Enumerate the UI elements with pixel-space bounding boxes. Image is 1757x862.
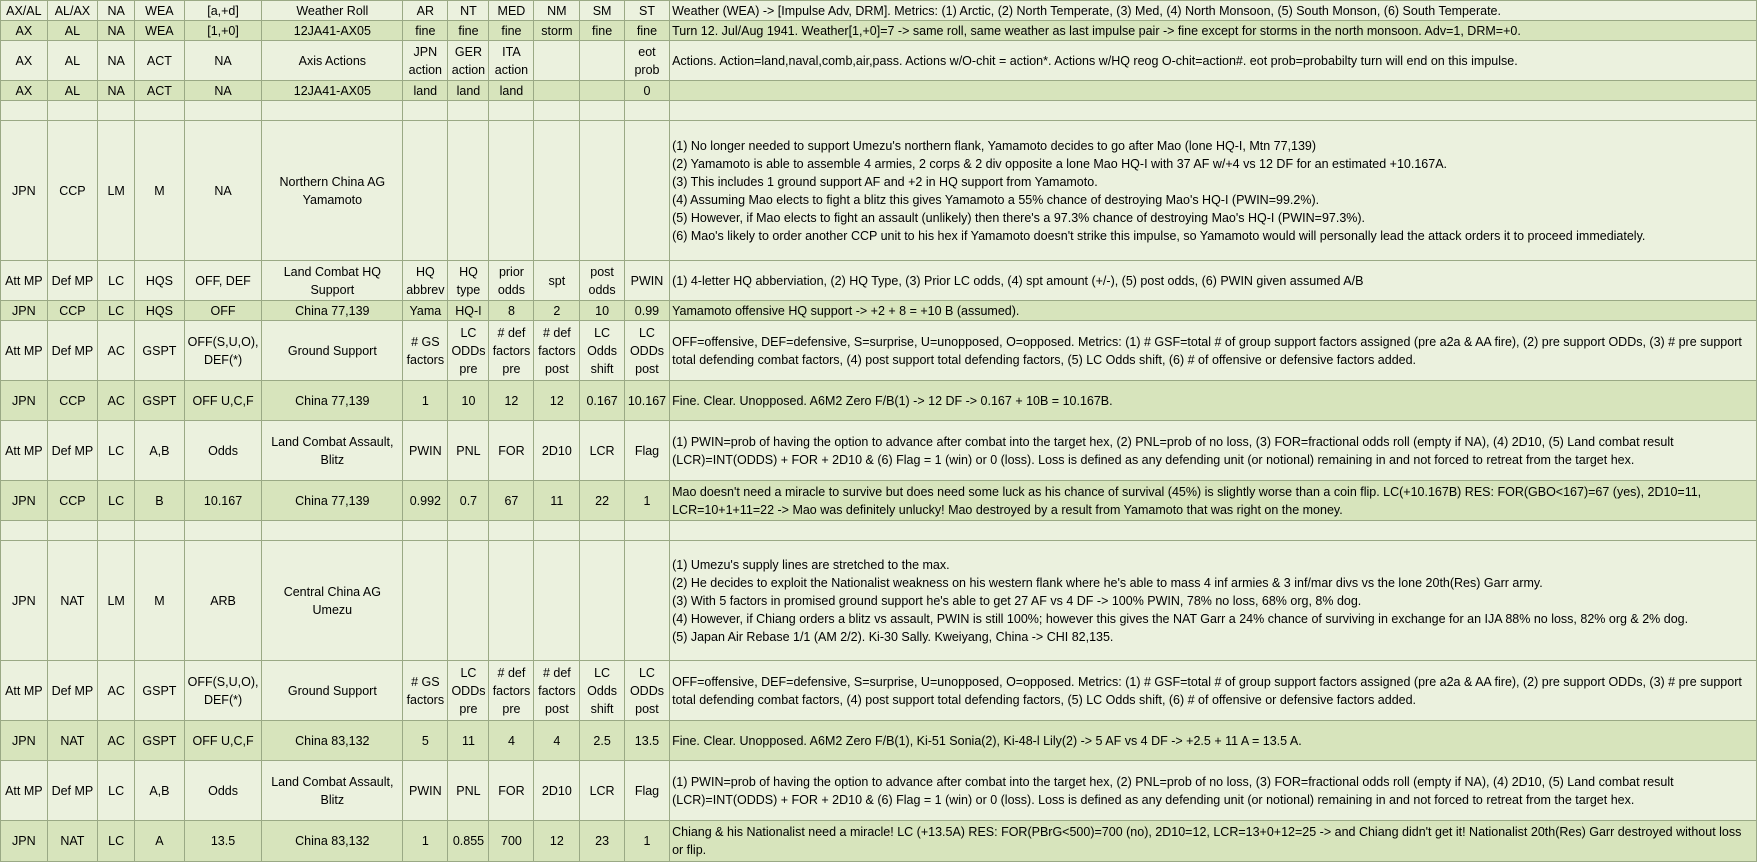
cell[interactable]: NT (448, 1, 489, 21)
cell[interactable]: NAT (47, 541, 97, 661)
cell[interactable]: PWIN (624, 261, 669, 301)
cell[interactable]: LC ODDs pre (448, 661, 489, 721)
notes-cell[interactable]: OFF=offensive, DEF=defensive, S=surprise, U=unopposed, O=opposed. Metrics: (1) # GSF=total # of group support factors assigned (pre a2a & AA fire), (2) pre support ODDs, (3) # pre support total defending combat factors, (4) post support total defending factors, (5) LC Odds shift, (6) # of offensive or defensive factors added. (670, 661, 1757, 721)
notes-cell[interactable]: Turn 12. Jul/Aug 1941. Weather[1,+0]=7 -> same roll, same weather as last impulse pair -> fine except for storms in the north monsoon. Adv=1, DRM=+0. (670, 21, 1757, 41)
cell[interactable]: 2D10 (534, 761, 580, 821)
cell[interactable]: 4 (534, 721, 580, 761)
cell[interactable]: LC Odds shift (580, 321, 625, 381)
cell[interactable]: OFF U,C,F (184, 721, 262, 761)
cell[interactable]: fine (580, 21, 625, 41)
cell[interactable] (403, 121, 448, 261)
cell[interactable] (580, 521, 625, 541)
cell[interactable]: AC (98, 381, 135, 421)
cell[interactable]: CCP (47, 381, 97, 421)
cell[interactable]: FOR (489, 761, 534, 821)
cell[interactable] (135, 101, 184, 121)
cell[interactable] (1, 101, 48, 121)
data-row (1, 21, 1757, 41)
cell[interactable]: # GS factors (403, 321, 448, 381)
cell[interactable]: SM (580, 1, 625, 21)
cell[interactable]: [1,+0] (184, 21, 262, 41)
cell[interactable]: NA (184, 41, 262, 81)
cell[interactable]: # def factors pre (489, 661, 534, 721)
cell[interactable] (534, 521, 580, 541)
cell[interactable]: Att MP (1, 761, 48, 821)
cell[interactable]: Def MP (47, 261, 97, 301)
cell[interactable]: Att MP (1, 321, 48, 381)
cell[interactable]: 2 (534, 301, 580, 321)
cell[interactable]: LCR (580, 761, 625, 821)
cell[interactable]: OFF U,C,F (184, 381, 262, 421)
cell[interactable] (534, 41, 580, 81)
cell[interactable]: fine (403, 21, 448, 41)
cell[interactable]: 5 (403, 721, 448, 761)
cell[interactable]: Flag (624, 761, 669, 821)
cell[interactable]: AC (98, 661, 135, 721)
cell[interactable]: 1 (403, 381, 448, 421)
cell[interactable] (262, 101, 403, 121)
cell[interactable]: 10 (448, 381, 489, 421)
cell[interactable]: AX (1, 21, 48, 41)
cell[interactable]: AL (47, 41, 97, 81)
cell[interactable]: 12 (489, 381, 534, 421)
notes-cell[interactable] (670, 101, 1757, 121)
header-row (1, 41, 1757, 81)
cell[interactable]: fine (624, 21, 669, 41)
cell[interactable]: 67 (489, 481, 534, 521)
cell[interactable] (489, 521, 534, 541)
cell[interactable]: GSPT (135, 721, 184, 761)
cell[interactable]: 11 (448, 721, 489, 761)
cell[interactable]: ACT (135, 41, 184, 81)
cell[interactable]: # def factors post (534, 321, 580, 381)
cell[interactable]: Def MP (47, 761, 97, 821)
cell[interactable]: Land Combat Assault, Blitz (262, 421, 403, 481)
cell[interactable]: LCR (580, 421, 625, 481)
cell[interactable]: NM (534, 1, 580, 21)
cell[interactable]: AC (98, 321, 135, 381)
cell[interactable]: LC ODDs post (624, 661, 669, 721)
cell[interactable]: LC (98, 301, 135, 321)
cell[interactable]: Att MP (1, 421, 48, 481)
cell[interactable]: HQS (135, 261, 184, 301)
cell[interactable]: A,B (135, 421, 184, 481)
cell[interactable] (624, 101, 669, 121)
cell[interactable] (98, 101, 135, 121)
cell[interactable]: fine (448, 21, 489, 41)
cell[interactable] (624, 521, 669, 541)
cell[interactable]: ITA action (489, 41, 534, 81)
notes-cell[interactable]: Actions. Action=land,naval,comb,air,pass. Actions w/O-chit = action*. Actions w/HQ reog O-chit=action#. eot prob=probabilty turn will end on this impulse. (670, 41, 1757, 81)
cell[interactable]: WEA (135, 21, 184, 41)
cell[interactable]: PNL (448, 761, 489, 821)
cell[interactable] (534, 101, 580, 121)
cell[interactable]: NA (98, 1, 135, 21)
cell[interactable]: 13.5 (184, 821, 262, 862)
cell[interactable]: A (135, 821, 184, 862)
cell[interactable]: 10.167 (624, 381, 669, 421)
cell[interactable]: land (403, 81, 448, 101)
notes-cell[interactable]: OFF=offensive, DEF=defensive, S=surprise, U=unopposed, O=opposed. Metrics: (1) # GSF=total # of group support factors assigned (pre a2a & AA fire), (2) pre support ODDs, (3) # pre support total defending combat factors, (4) post support total defending factors, (5) LC Odds shift, (6) # of offensive or defensive factors added. (670, 321, 1757, 381)
cell[interactable]: Def MP (47, 661, 97, 721)
notes-cell[interactable]: (1) Umezu's supply lines are stretched to the max. (2) He decides to exploit the Nationalist weakness on his western flank where he's able to mass 4 inf armies & 3 inf/mar divs vs the lone 20th(Res) Garr army. (3) With 5 factors in promised ground support he's able to get 27 AF vs 4 DF -> 100% PWIN, 78% no loss, 68% org, 8% dog. (4) However, if Chiang orders a blitz vs assault, PWIN is still 100%; however this gives the NAT Garr a 24% chance of surviving in exchange for an IJA 88% no loss, 82% org & 2% dog. (5) Japan Air Rebase 1/1 (AM 2/2). Ki-30 Sally. Kweiyang, China -> CHI 82,135. (670, 541, 1757, 661)
cell[interactable] (448, 541, 489, 661)
cell[interactable]: China 83,132 (262, 721, 403, 761)
cell[interactable]: JPN (1, 821, 48, 862)
notes-cell[interactable]: (1) PWIN=prob of having the option to advance after combat into the target hex, (2) PNL=prob of no loss, (3) FOR=fractional odds roll (empty if NA), (4) 2D10, (5) Land combat result (LCR)=INT(ODDS) + FOR + 2D10 & (6) Flag = 1 (win) or 0 (loss). Loss is defined as any defending unit (or notional) remaining in and not forced to retreat from the target hex. (670, 421, 1757, 481)
cell[interactable]: HQS (135, 301, 184, 321)
cell[interactable]: 700 (489, 821, 534, 862)
cell[interactable]: Land Combat Assault, Blitz (262, 761, 403, 821)
cell[interactable]: GSPT (135, 381, 184, 421)
cell[interactable]: OFF(S,U,O), DEF(*) (184, 661, 262, 721)
cell[interactable]: A,B (135, 761, 184, 821)
header-row (1, 1, 1757, 21)
cell[interactable]: [a,+d] (184, 1, 262, 21)
cell[interactable] (403, 541, 448, 661)
header-row (1, 261, 1757, 301)
cell[interactable]: JPN action (403, 41, 448, 81)
cell[interactable] (184, 101, 262, 121)
cell[interactable]: JPN (1, 301, 48, 321)
header-row (1, 761, 1757, 821)
cell[interactable]: 2.5 (580, 721, 625, 761)
cell[interactable]: LC (98, 481, 135, 521)
cell[interactable] (403, 101, 448, 121)
cell[interactable]: Odds (184, 761, 262, 821)
cell[interactable]: 0.99 (624, 301, 669, 321)
cell[interactable]: LC (98, 261, 135, 301)
spacer-row (1, 521, 1757, 541)
cell[interactable]: China 77,139 (262, 481, 403, 521)
cell[interactable]: 13.5 (624, 721, 669, 761)
cell[interactable]: AC (98, 721, 135, 761)
cell[interactable]: Ground Support (262, 661, 403, 721)
cell[interactable]: LC (98, 761, 135, 821)
cell[interactable]: Land Combat HQ Support (262, 261, 403, 301)
cell[interactable]: 2D10 (534, 421, 580, 481)
cell[interactable] (534, 541, 580, 661)
cell[interactable]: ARB (184, 541, 262, 661)
cell[interactable] (47, 521, 97, 541)
cell[interactable] (47, 101, 97, 121)
cell[interactable] (448, 121, 489, 261)
cell[interactable]: 8 (489, 301, 534, 321)
cell[interactable]: PNL (448, 421, 489, 481)
cell[interactable]: HQ abbrev (403, 261, 448, 301)
cell[interactable] (489, 541, 534, 661)
header-row (1, 421, 1757, 481)
cell[interactable]: 12JA41-AX05 (262, 81, 403, 101)
cell[interactable]: # def factors post (534, 661, 580, 721)
spacer-row (1, 101, 1757, 121)
cell[interactable]: 10 (580, 301, 625, 321)
cell[interactable]: NA (98, 81, 135, 101)
header-row (1, 541, 1757, 661)
cell[interactable]: M (135, 541, 184, 661)
cell[interactable]: AX/AL (1, 1, 48, 21)
cell[interactable]: 1 (624, 481, 669, 521)
cell[interactable]: AR (403, 1, 448, 21)
data-row (1, 81, 1757, 101)
cell[interactable]: HQ-I (448, 301, 489, 321)
cell[interactable]: 0.992 (403, 481, 448, 521)
cell[interactable] (624, 121, 669, 261)
cell[interactable]: Northern China AG Yamamoto (262, 121, 403, 261)
cell[interactable]: OFF(S,U,O), DEF(*) (184, 321, 262, 381)
cell[interactable]: AL/AX (47, 1, 97, 21)
cell[interactable]: NA (98, 21, 135, 41)
cell[interactable]: 23 (580, 821, 625, 862)
cell[interactable]: LC (98, 821, 135, 862)
cell[interactable]: eot prob (624, 41, 669, 81)
cell[interactable]: China 77,139 (262, 381, 403, 421)
header-row (1, 661, 1757, 721)
cell[interactable] (448, 101, 489, 121)
cell[interactable]: 1 (403, 821, 448, 862)
notes-cell[interactable]: (1) 4-letter HQ abberviation, (2) HQ Type, (3) Prior LC odds, (4) spt amount (+/-), (5) post odds, (6) PWIN given assumed A/B (670, 261, 1757, 301)
notes-cell[interactable]: Chiang & his Nationalist need a miracle! LC (+13.5A) RES: FOR(PBrG<500)=700 (no), 2D10=12, LCR=13+0+12=25 -> and Chiang didn't get it! Nationalist 20th(Res) Garr destroyed without loss or flip. (670, 821, 1757, 862)
cell[interactable]: Flag (624, 421, 669, 481)
cell[interactable]: NAT (47, 721, 97, 761)
cell[interactable] (534, 81, 580, 101)
notes-cell[interactable]: (1) PWIN=prob of having the option to advance after combat into the target hex, (2) PNL=prob of no loss, (3) FOR=fractional odds roll (empty if NA), (4) 2D10, (5) Land combat result (LCR)=INT(ODDS) + FOR + 2D10 & (6) Flag = 1 (win) or 0 (loss). Loss is defined as any defending unit (or notional) remaining in and not forced to retreat from the target hex. (670, 761, 1757, 821)
cell[interactable]: Weather Roll (262, 1, 403, 21)
cell[interactable] (580, 81, 625, 101)
cell[interactable]: CCP (47, 301, 97, 321)
cell[interactable]: LM (98, 541, 135, 661)
cell[interactable]: JPN (1, 381, 48, 421)
header-row (1, 121, 1757, 261)
cell[interactable]: Odds (184, 421, 262, 481)
cell[interactable]: 10.167 (184, 481, 262, 521)
cell[interactable] (135, 521, 184, 541)
data-row (1, 381, 1757, 421)
cell[interactable]: post odds (580, 261, 625, 301)
cell[interactable]: LM (98, 121, 135, 261)
cell[interactable]: land (448, 81, 489, 101)
cell[interactable]: 0.855 (448, 821, 489, 862)
cell[interactable]: GER action (448, 41, 489, 81)
notes-cell[interactable]: Yamamoto offensive HQ support -> +2 + 8 = +10 B (assumed). (670, 301, 1757, 321)
cell[interactable]: JPN (1, 541, 48, 661)
cell[interactable]: NA (98, 41, 135, 81)
cell[interactable]: 0.7 (448, 481, 489, 521)
notes-cell[interactable]: Mao doesn't need a miracle to survive but does need some luck as his chance of survival (45%) is slightly worse than a coin flip. LC(+10.167B) RES: FOR(GBO<167)=67 (yes), 2D10=11, LCR=10+1+11=22 -> Mao was definitely unlucky! Mao destroyed by a result from Yamamoto that was right on the money. (670, 481, 1757, 521)
cell[interactable]: Att MP (1, 661, 48, 721)
cell[interactable]: 12 (534, 381, 580, 421)
cell[interactable]: ST (624, 1, 669, 21)
cell[interactable]: LC ODDs pre (448, 321, 489, 381)
cell[interactable]: Ground Support (262, 321, 403, 381)
cell[interactable]: Central China AG Umezu (262, 541, 403, 661)
cell[interactable]: JPN (1, 721, 48, 761)
cell[interactable]: LC ODDs post (624, 321, 669, 381)
cell[interactable]: 12JA41-AX05 (262, 21, 403, 41)
cell[interactable]: PWIN (403, 421, 448, 481)
cell[interactable]: JPN (1, 481, 48, 521)
cell[interactable]: GSPT (135, 321, 184, 381)
data-row (1, 301, 1757, 321)
cell[interactable]: LC Odds shift (580, 661, 625, 721)
cell[interactable]: NA (184, 121, 262, 261)
cell[interactable]: MED (489, 1, 534, 21)
cell[interactable]: AX (1, 81, 48, 101)
cell[interactable]: Def MP (47, 421, 97, 481)
cell[interactable]: OFF, DEF (184, 261, 262, 301)
cell[interactable] (98, 521, 135, 541)
cell[interactable]: 0.167 (580, 381, 625, 421)
cell[interactable]: M (135, 121, 184, 261)
notes-cell[interactable] (670, 81, 1757, 101)
cell[interactable]: NAT (47, 821, 97, 862)
cell[interactable]: 0 (624, 81, 669, 101)
cell[interactable]: prior odds (489, 261, 534, 301)
cell[interactable]: Def MP (47, 321, 97, 381)
cell[interactable]: storm (534, 21, 580, 41)
cell[interactable]: HQ type (448, 261, 489, 301)
cell[interactable] (403, 521, 448, 541)
cell[interactable]: WEA (135, 1, 184, 21)
cell[interactable]: AL (47, 21, 97, 41)
data-row (1, 721, 1757, 761)
data-row (1, 821, 1757, 862)
cell[interactable]: CCP (47, 121, 97, 261)
cell[interactable]: land (489, 81, 534, 101)
cell[interactable]: 4 (489, 721, 534, 761)
cell[interactable]: 22 (580, 481, 625, 521)
cell[interactable]: NA (184, 81, 262, 101)
cell[interactable]: JPN (1, 121, 48, 261)
header-row (1, 321, 1757, 381)
cell[interactable]: fine (489, 21, 534, 41)
notes-cell[interactable]: Fine. Clear. Unopposed. A6M2 Zero F/B(1), Ki-51 Sonia(2), Ki-48-l Lily(2) -> 5 AF vs 4 DF -> +2.5 + 11 A = 13.5 A. (670, 721, 1757, 761)
cell[interactable] (184, 521, 262, 541)
cell[interactable]: GSPT (135, 661, 184, 721)
cell[interactable]: B (135, 481, 184, 521)
notes-cell[interactable]: Weather (WEA) -> [Impulse Adv, DRM]. Metrics: (1) Arctic, (2) North Temperate, (3) Med, (4) North Monsoon, (5) South Monson, (6) South Temperate. (670, 1, 1757, 21)
cell[interactable] (448, 521, 489, 541)
cell[interactable]: spt (534, 261, 580, 301)
cell[interactable] (580, 101, 625, 121)
cell[interactable]: FOR (489, 421, 534, 481)
cell[interactable]: OFF (184, 301, 262, 321)
cell[interactable]: CCP (47, 481, 97, 521)
cell[interactable]: China 83,132 (262, 821, 403, 862)
cell[interactable]: AL (47, 81, 97, 101)
cell[interactable]: China 77,139 (262, 301, 403, 321)
cell[interactable] (624, 541, 669, 661)
cell[interactable]: 1 (624, 821, 669, 862)
cell[interactable]: LC (98, 421, 135, 481)
cell[interactable] (489, 121, 534, 261)
cell[interactable]: # def factors pre (489, 321, 534, 381)
cell[interactable]: Att MP (1, 261, 48, 301)
cell[interactable] (1, 521, 48, 541)
sheet-body (1, 1, 1757, 862)
cell[interactable]: Axis Actions (262, 41, 403, 81)
cell[interactable]: 11 (534, 481, 580, 521)
cell[interactable] (580, 121, 625, 261)
cell[interactable] (580, 541, 625, 661)
cell[interactable]: AX (1, 41, 48, 81)
cell[interactable]: 12 (534, 821, 580, 862)
cell[interactable]: PWIN (403, 761, 448, 821)
cell[interactable] (580, 41, 625, 81)
cell[interactable] (262, 521, 403, 541)
cell[interactable]: Yama (403, 301, 448, 321)
cell[interactable]: ACT (135, 81, 184, 101)
cell[interactable] (489, 101, 534, 121)
notes-cell[interactable]: (1) No longer needed to support Umezu's northern flank, Yamamoto decides to go after Mao (lone HQ-I, Mtn 77,139) (2) Yamamoto is able to assemble 4 armies, 2 corps & 2 div opposite a lone Mao HQ-I with 37 AF w/+4 vs 12 DF for an estimated +10.167A. (3) This includes 1 ground support AF and +2 in HQ support from Yamamoto. (4) Assuming Mao elects to fight a blitz this gives Yamamoto a 55% chance of destroying Mao's HQ-I (PWIN=99.2%). (5) However, if Mao elects to fight an assault (unlikely) then there's a 97.3% chance of destroying Mao's HQ-I (PWIN=97.3%). (6) Mao's likely to order another CCP unit to his hex if Yamamoto doesn't strike this impulse, so Yamamoto would will personally lead the attack orders it to proceed immediately. (670, 121, 1757, 261)
data-row (1, 481, 1757, 521)
notes-cell[interactable] (670, 521, 1757, 541)
cell[interactable]: # GS factors (403, 661, 448, 721)
cell[interactable] (534, 121, 580, 261)
notes-cell[interactable]: Fine. Clear. Unopposed. A6M2 Zero F/B(1) -> 12 DF -> 0.167 + 10B = 10.167B. (670, 381, 1757, 421)
